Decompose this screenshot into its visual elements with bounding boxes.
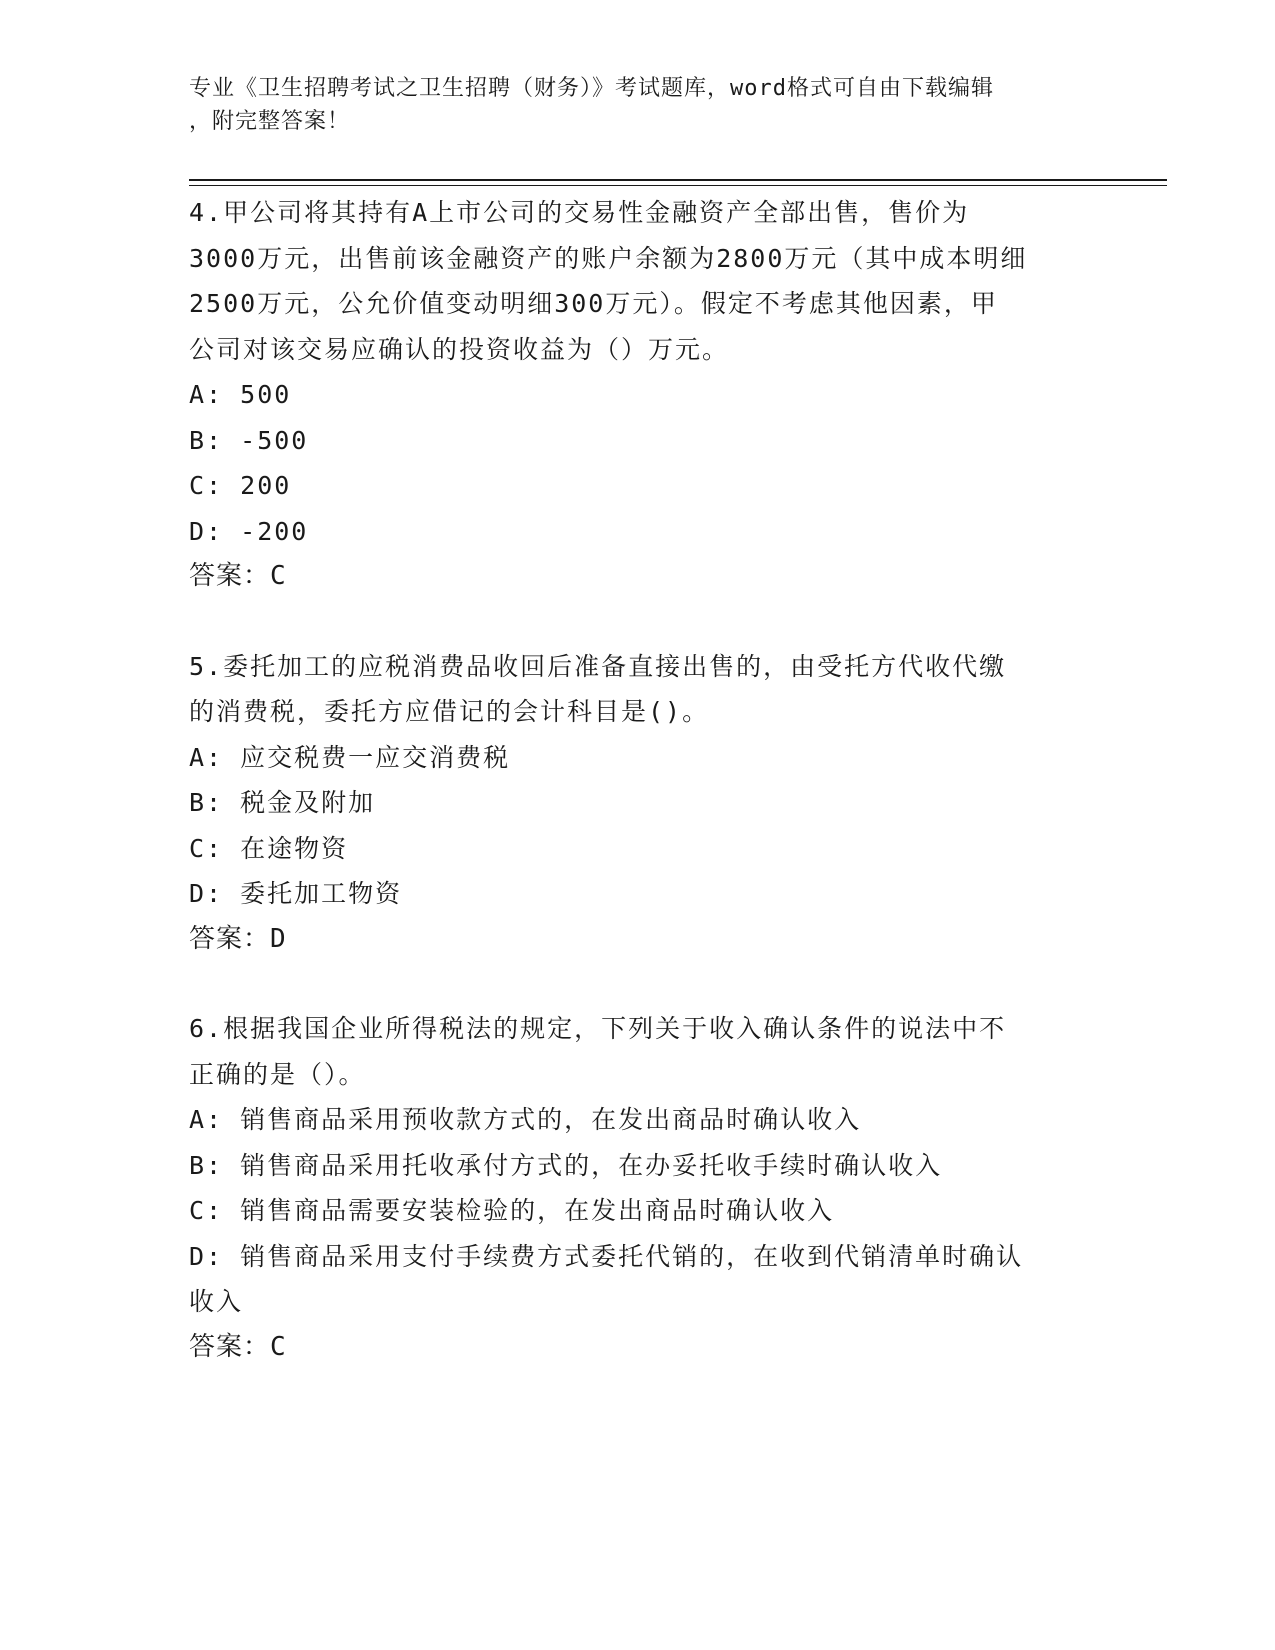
option-a: A: 500 (189, 380, 292, 409)
question-stem-line: 4.甲公司将其持有A上市公司的交易性金融资产全部出售，售价为 (189, 198, 970, 227)
option-b: B: 销售商品采用托收承付方式的，在办妥托收手续时确认收入 (189, 1150, 943, 1180)
option-d: D: -200 (189, 516, 309, 546)
question-6 (189, 1006, 1089, 1370)
option-a: A: 销售商品采用预收款方式的，在发出商品时确认收入 (189, 1105, 862, 1134)
question-stem-line: 公司对该交易应确认的投资收益为（）万元。 (189, 334, 730, 364)
question-4 (189, 190, 1089, 600)
answer: 答案：D (189, 923, 287, 954)
question-stem-line: 6.根据我国企业所得税法的规定，下列关于收入确认条件的说法中不 (189, 1014, 1007, 1043)
question-list (189, 190, 1089, 1414)
option-c: C: 在途物资 (189, 833, 349, 863)
option-c: C: 销售商品需要安装检验的，在发出商品时确认收入 (189, 1196, 835, 1225)
option-b: B: -500 (189, 425, 309, 455)
question-stem-line: 的消费税，委托方应借记的会计科目是()。 (189, 697, 710, 726)
question-stem-line: 3000万元，出售前该金融资产的账户余额为2800万元（其中成本明细 (189, 243, 1028, 273)
option-d-continuation: 收入 (189, 1287, 244, 1316)
header-divider-thick (189, 179, 1167, 181)
option-c: C: 200 (189, 471, 292, 500)
option-a: A: 应交税费一应交消费税 (189, 742, 511, 772)
question-stem-line: 5.委托加工的应税消费品收回后准备直接出售的，由受托方代收代缴 (189, 651, 1007, 681)
header-divider-thin (189, 185, 1167, 186)
option-d: D: 销售商品采用支付手续费方式委托代销的，在收到代销清单时确认 (189, 1241, 1024, 1271)
question-5 (189, 644, 1089, 963)
answer: 答案：C (189, 1331, 287, 1362)
answer: 答案：C (189, 561, 287, 591)
header-line-2: ，附完整答案！ (189, 109, 351, 134)
question-stem-line: 2500万元，公允价值变动明细300万元）。假定不考虑其他因素，甲 (189, 289, 998, 318)
option-b: B: 税金及附加 (189, 788, 376, 817)
document-header (189, 72, 1079, 138)
option-d: D: 委托加工物资 (189, 879, 403, 908)
question-stem-line: 正确的是（）。 (189, 1059, 366, 1089)
header-line-1: 专业《卫生招聘考试之卫生招聘（财务）》考试题库，word格式可自由下载编辑 (189, 76, 994, 101)
